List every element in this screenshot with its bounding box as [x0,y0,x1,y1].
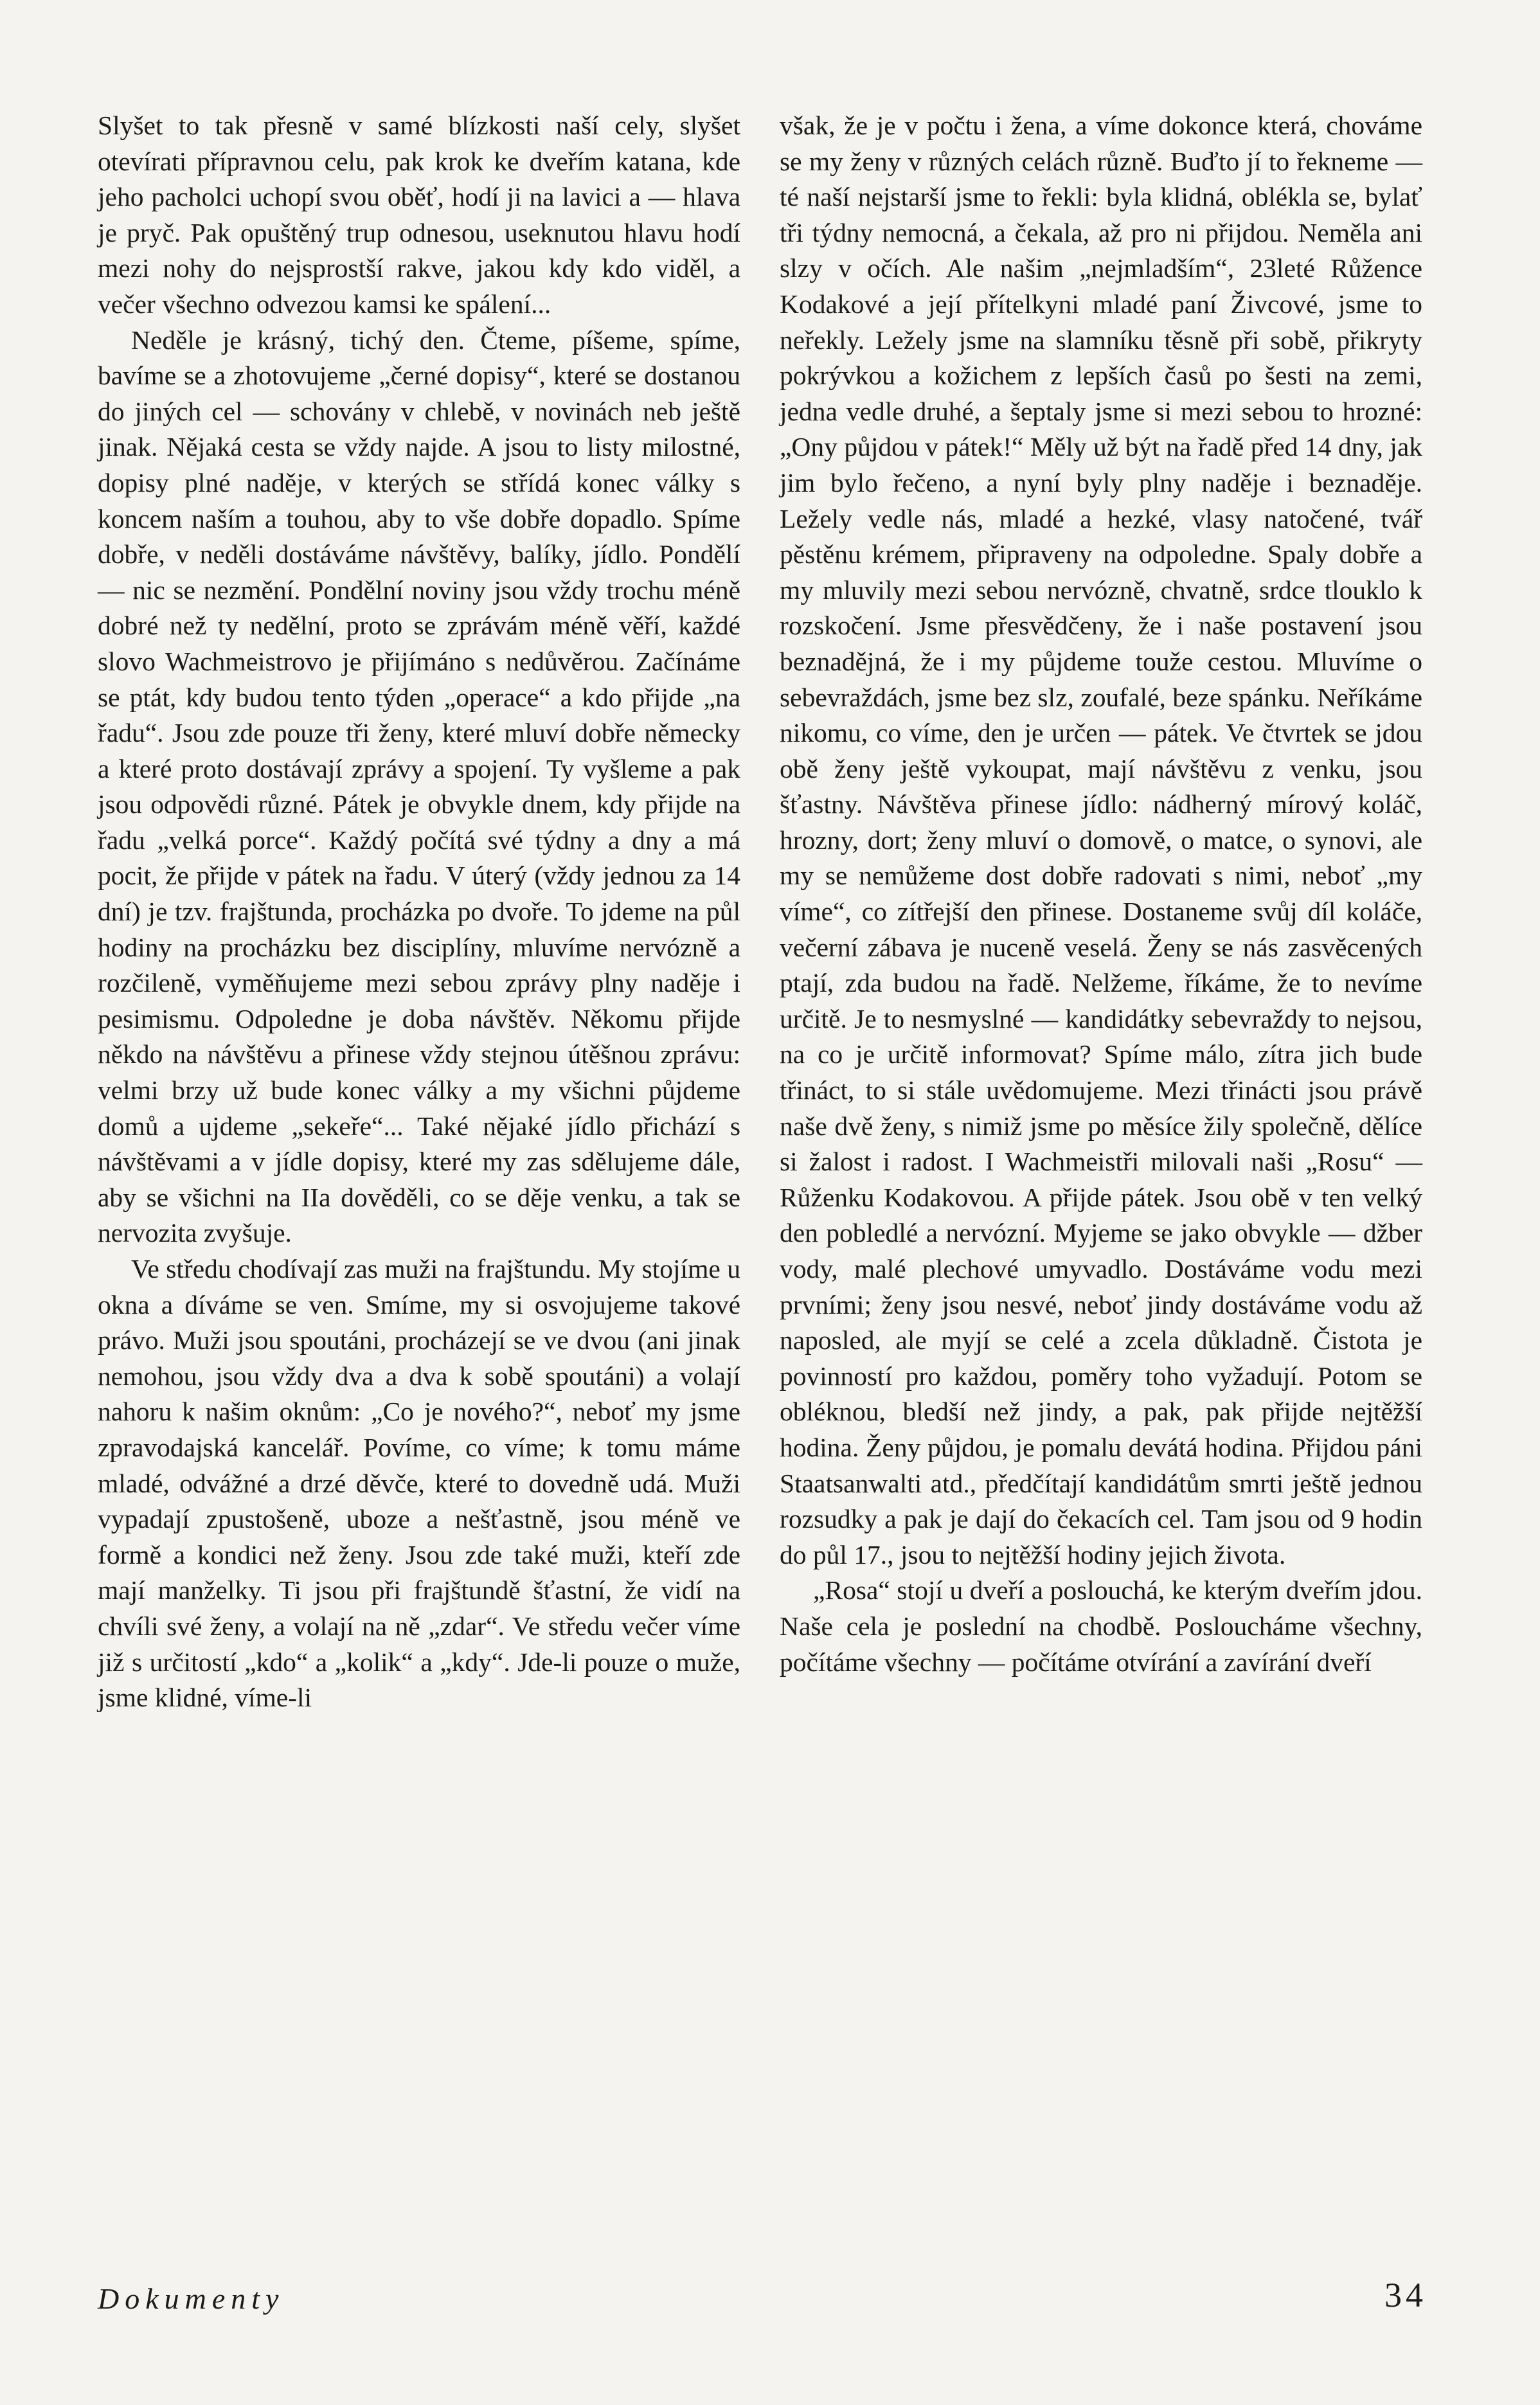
paragraph: Ve středu chodívají zas muži na frajštundu. My stojíme u okna a díváme se ven. Smíme, my si osvojujeme takové právo. Muži jsou spoutáni, procházejí se ve dvou (ani jinak nemohou, jsou vždy dva a dva k sobě spoutáni) a volají nahoru k našim oknům: „Co je nového?“, neboť my jsme zpravodajská kancelář. Povíme, co víme; k tomu máme mladé, odvážné a drzé děvče, které to dovedně udá. Muži vypadají zpustošeně, uboze a nešťastně, jsou méně ve formě a kondici než ženy. Jsou zde také muži, kteří zde mají manželky. Ti jsou při frajštundě šťastní, že vidí na chvíli své ženy, a volají na ně „zdar“. Ve středu večer víme již s určitostí „kdo“ a „kolik“ a „kdy“. Jde-li pouze o muže, jsme klidné, víme-li [98,1254,740,1713]
publication-footer-label: Dokumenty [98,2282,285,2315]
paragraph: Slyšet to tak přesně v samé blízkosti naší cely, slyšet otevírati přípravnou celu, pak krok ke dveřím katana, kde jeho pacholci uchopí svou oběť, hodí ji na lavici a — hlava je pryč. Pak opuštěný trup odnesou, useknutou hlavu hodí mezi nohy do nejsprostší rakve, jakou kdy kdo viděl, a večer všechno odvezou kamsi ke spálení... [98,111,740,319]
paragraph: Neděle je krásný, tichý den. Čteme, píšeme, spíme, bavíme se a zhotovujeme „černé dopisy“, které se dostanou do jiných cel — schovány v chlebě, v novinách neb ještě jinak. Nějaká cesta se vždy najde. A jsou to listy milostné, dopisy plné naděje, v kterých se střídá konec války s koncem naším a touhou, aby to vše dobře dopadlo. Spíme dobře, v neděli dostáváme návštěvy, balíky, jídlo. Pondělí — nic se nezmění. Pondělní noviny jsou vždy trochu méně dobré než ty nedělní, proto se zprávám méně věří, každé slovo Wachmeistrovo je přijímáno s nedůvěrou. Začínáme se ptát, kdy budou tento týden „operace“ a kdo přijde „na řadu“. Jsou zde pouze tři ženy, které mluví dobře německy a které proto dostávají zprávy a spojení. Ty vyšleme a pak jsou odpovědi různé. Pátek je obvykle dnem, kdy přijde na řadu „velká porce“. Každý počítá své týdny a dny a má pocit, že přijde v pátek na řadu. V úterý (vždy jednou za 14 dní) je tzv. frajštunda, procházka po dvoře. To jdeme na půl hodiny na procházku bez disciplíny, mluvíme nervózně a rozčileně, vyměňujeme mezi sebou zprávy plny naděje i pesimismu. Odpoledne je doba návštěv. Někomu přijde někdo na návštěvu a přinese vždy stejnou útěšnou zprávu: velmi brzy už bude konec války a my všichni půjdeme domů a ujdeme „sekeře“... Také nějaké jídlo přichází s návštěvami a v jídle dopisy, které my zas sdělujeme dále, aby se všichni na IIa dověděli, co se děje venku, a tak se nervozita zvyšuje. [98,325,740,1248]
paragraph: „Rosa“ stojí u dveří a poslouchá, ke kterým dveřím jdou. Naše cela je poslední na chodbě. Posloucháme všechny, počítáme všechny — počítáme otvírání a zavírání dveří [780,1575,1422,1677]
right-text-column [780,108,1422,1680]
page-number: 34 [1384,2276,1427,2314]
left-text-column [98,108,740,1716]
paragraph: však, že je v počtu i žena, a víme dokonce která, chováme se my ženy v různých celách různě. Buďto jí to řekneme — té naší nejstarší jsme to řekli: byla klidná, oblékla se, bylať tři týdny nemocná, a čekala, až pro ni přijdou. Neměla ani slzy v očích. Ale našim „nejmladším“, 23leté Růžence Kodakové a její přítelkyni mladé paní Živcové, jsme to neřekly. Ležely jsme na slamníku těsně při sobě, přikryty pokrývkou a kožichem z lepších časů po šesti na zemi, jedna vedle druhé, a šeptaly jsme si mezi sebou to hrozné: „Ony půjdou v pátek!“ Měly už být na řadě před 14 dny, jak jim bylo řečeno, a nyní byly plny naděje i beznaděje. Ležely vedle nás, mladé a hezké, vlasy natočené, tvář pěstěnu krémem, připraveny na odpoledne. Spaly dobře a my mluvily mezi sebou nervózně, chvatně, srdce tlouklo k rozskočení. Jsme přesvědčeny, že i naše postavení jsou beznadějná, že i my půjdeme touže cestou. Mluvíme o sebevraždách, jsme bez slz, zoufalé, beze spánku. Neříkáme nikomu, co víme, den je určen — pátek. Ve čtvrtek se jdou obě ženy ještě vykoupat, mají návštěvu z venku, jsou šťastny. Návštěva přinese jídlo: nádherný mírový koláč, hrozny, dort; ženy mluví o domově, o matce, o synovi, ale my se nemůžeme dost dobře radovati s nimi, neboť „my víme“, co zítřejší den přinese. Dostaneme svůj díl koláče, večerní zábava je nuceně veselá. Ženy se nás zasvěcených ptají, zda budou na řadě. Nelžeme, říkáme, že to nevíme určitě. Je to nesmyslné — kandidátky sebevraždy to nejsou, na co je určitě informovat? Spíme málo, zítra jich bude třináct, to si stále uvědomujeme. Mezi třinácti jsou právě naše dvě ženy, s nimiž jsme po měsíce žily společně, dělíce si žalost i radost. I Wachmeistři milovali naši „Rosu“ — Růženku Kodakovou. A přijde pátek. Jsou obě v ten velký den pobledlé a nervózní. Myjeme se jako obvykle — džber vody, malé plechové umyvadlo. Dostáváme vodu mezi prvními; ženy jsou nesvé, neboť jindy dostáváme vodu až naposled, ale myjí se celé a zcela důkladně. Čistota je povinností pro každou, poměry toho vyžadují. Potom se obléknou, bledší než jindy, a pak, pak přijde nejtěžší hodina. Ženy půjdou, je pomalu devátá hodina. Přijdou páni Staatsanwalti atd., předčítají kandidátům smrti ještě jednou rozsudky a pak je dají do čekacích cel. Tam jsou od 9 hodin do půl 17., jsou to nejtěžší hodiny jejich života. [780,111,1422,1569]
